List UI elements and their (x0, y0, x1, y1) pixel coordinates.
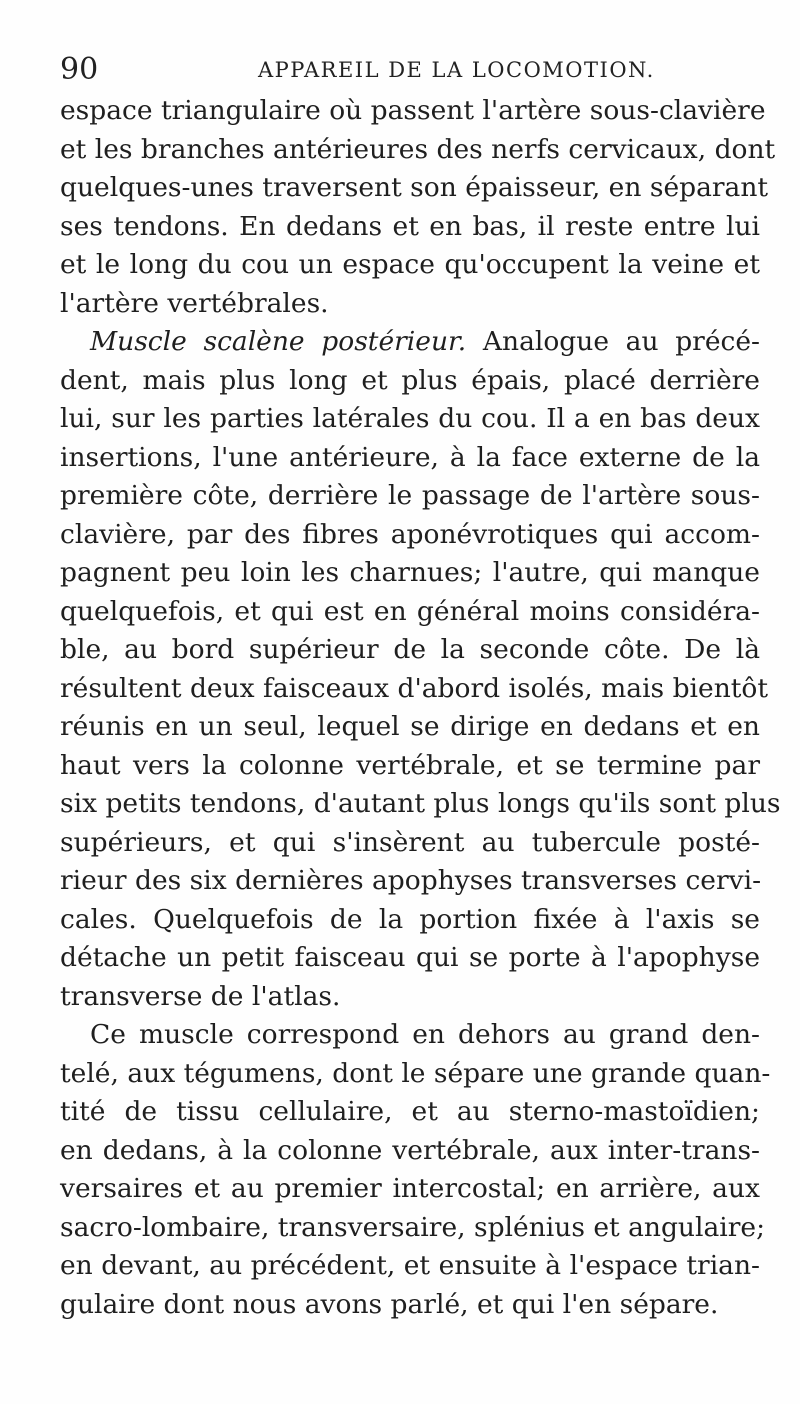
text-line: Ce muscle correspond en dehors au grand den- (90, 1019, 760, 1050)
text-line: pagnent peu loin les charnues; l'autre, qui manque (60, 557, 760, 588)
text-line: tité de tissu cellulaire, et au sterno-mastoïdien; (60, 1096, 760, 1127)
text-line: ses tendons. En dedans et en bas, il reste entre lui (60, 210, 760, 242)
text-line: résultent deux faisceaux d'abord isolés, mais bientôt (60, 672, 769, 704)
text-line: dent, mais plus long et plus épais, placé derrière (60, 364, 760, 396)
text-line: en dedans, à la colonne vertébrale, aux inter-trans- (60, 1134, 760, 1166)
text-line: six petits tendons, d'autant plus longs qu'ils sont plus (60, 788, 781, 819)
text-line: en devant, au précédent, et ensuite à l'espace trian- (60, 1250, 760, 1281)
text-line: cales. Quelquefois de la portion fixée à l'axis se (60, 903, 760, 935)
text-line: transverse de l'atlas. (60, 980, 341, 1012)
text-line: insertions, l'une antérieure, à la face externe de la (60, 441, 760, 473)
text-line: telé, aux tégumens, dont le sépare une grande quan- (60, 1057, 771, 1089)
body-text (60, 92, 781, 1324)
text-line: supérieurs, et qui s'insèrent au tubercule posté- (60, 826, 760, 858)
text-line: gulaire dont nous avons parlé, et qui l'en sépare. (60, 1288, 719, 1320)
text-line: clavière, par des fibres aponévrotiques qui accom- (60, 518, 760, 550)
text-line: quelquefois, et qui est en général moins considéra- (60, 595, 760, 627)
text-line: première côte, derrière le passage de l'artère sous- (60, 480, 760, 511)
text-line: et les branches antérieures des nerfs cervicaux, dont (60, 133, 776, 165)
running-head (60, 50, 760, 90)
section-heading: Muscle scalène postérieur. (90, 326, 467, 357)
running-title: APPAREIL DE LA LOCOMOTION. (258, 58, 655, 82)
page-number: 90 (60, 52, 99, 87)
text-line: lui, sur les parties latérales du cou. Il a en bas deux (60, 403, 760, 434)
text-line: sacro-lombaire, transversaire, splénius et angulaire; (60, 1211, 766, 1243)
text-line: versaires et au premier intercostal; en arrière, aux (60, 1173, 760, 1204)
text-line: ble, au bord supérieur de la seconde côte. De là (60, 634, 760, 665)
text-line: l'artère vertébrales. (60, 287, 329, 319)
text-line: réunis en un seul, lequel se dirige en dedans et en (60, 711, 760, 742)
text-line: espace triangulaire où passent l'artère sous-clavière (60, 95, 766, 126)
text-line-section-heading (60, 323, 760, 362)
text-line: haut vers la colonne vertébrale, et se termine par (60, 749, 760, 781)
text-line: quelques-unes traversent son épaisseur, en séparant (60, 172, 769, 203)
text-run: Analogue au précé- (466, 326, 761, 357)
text-line: détache un petit faisceau qui se porte à l'apophyse (60, 942, 760, 973)
text-line: rieur des six dernières apophyses transverses cervi- (60, 865, 762, 896)
text-line: et le long du cou un espace qu'occupent la veine et (60, 249, 760, 280)
